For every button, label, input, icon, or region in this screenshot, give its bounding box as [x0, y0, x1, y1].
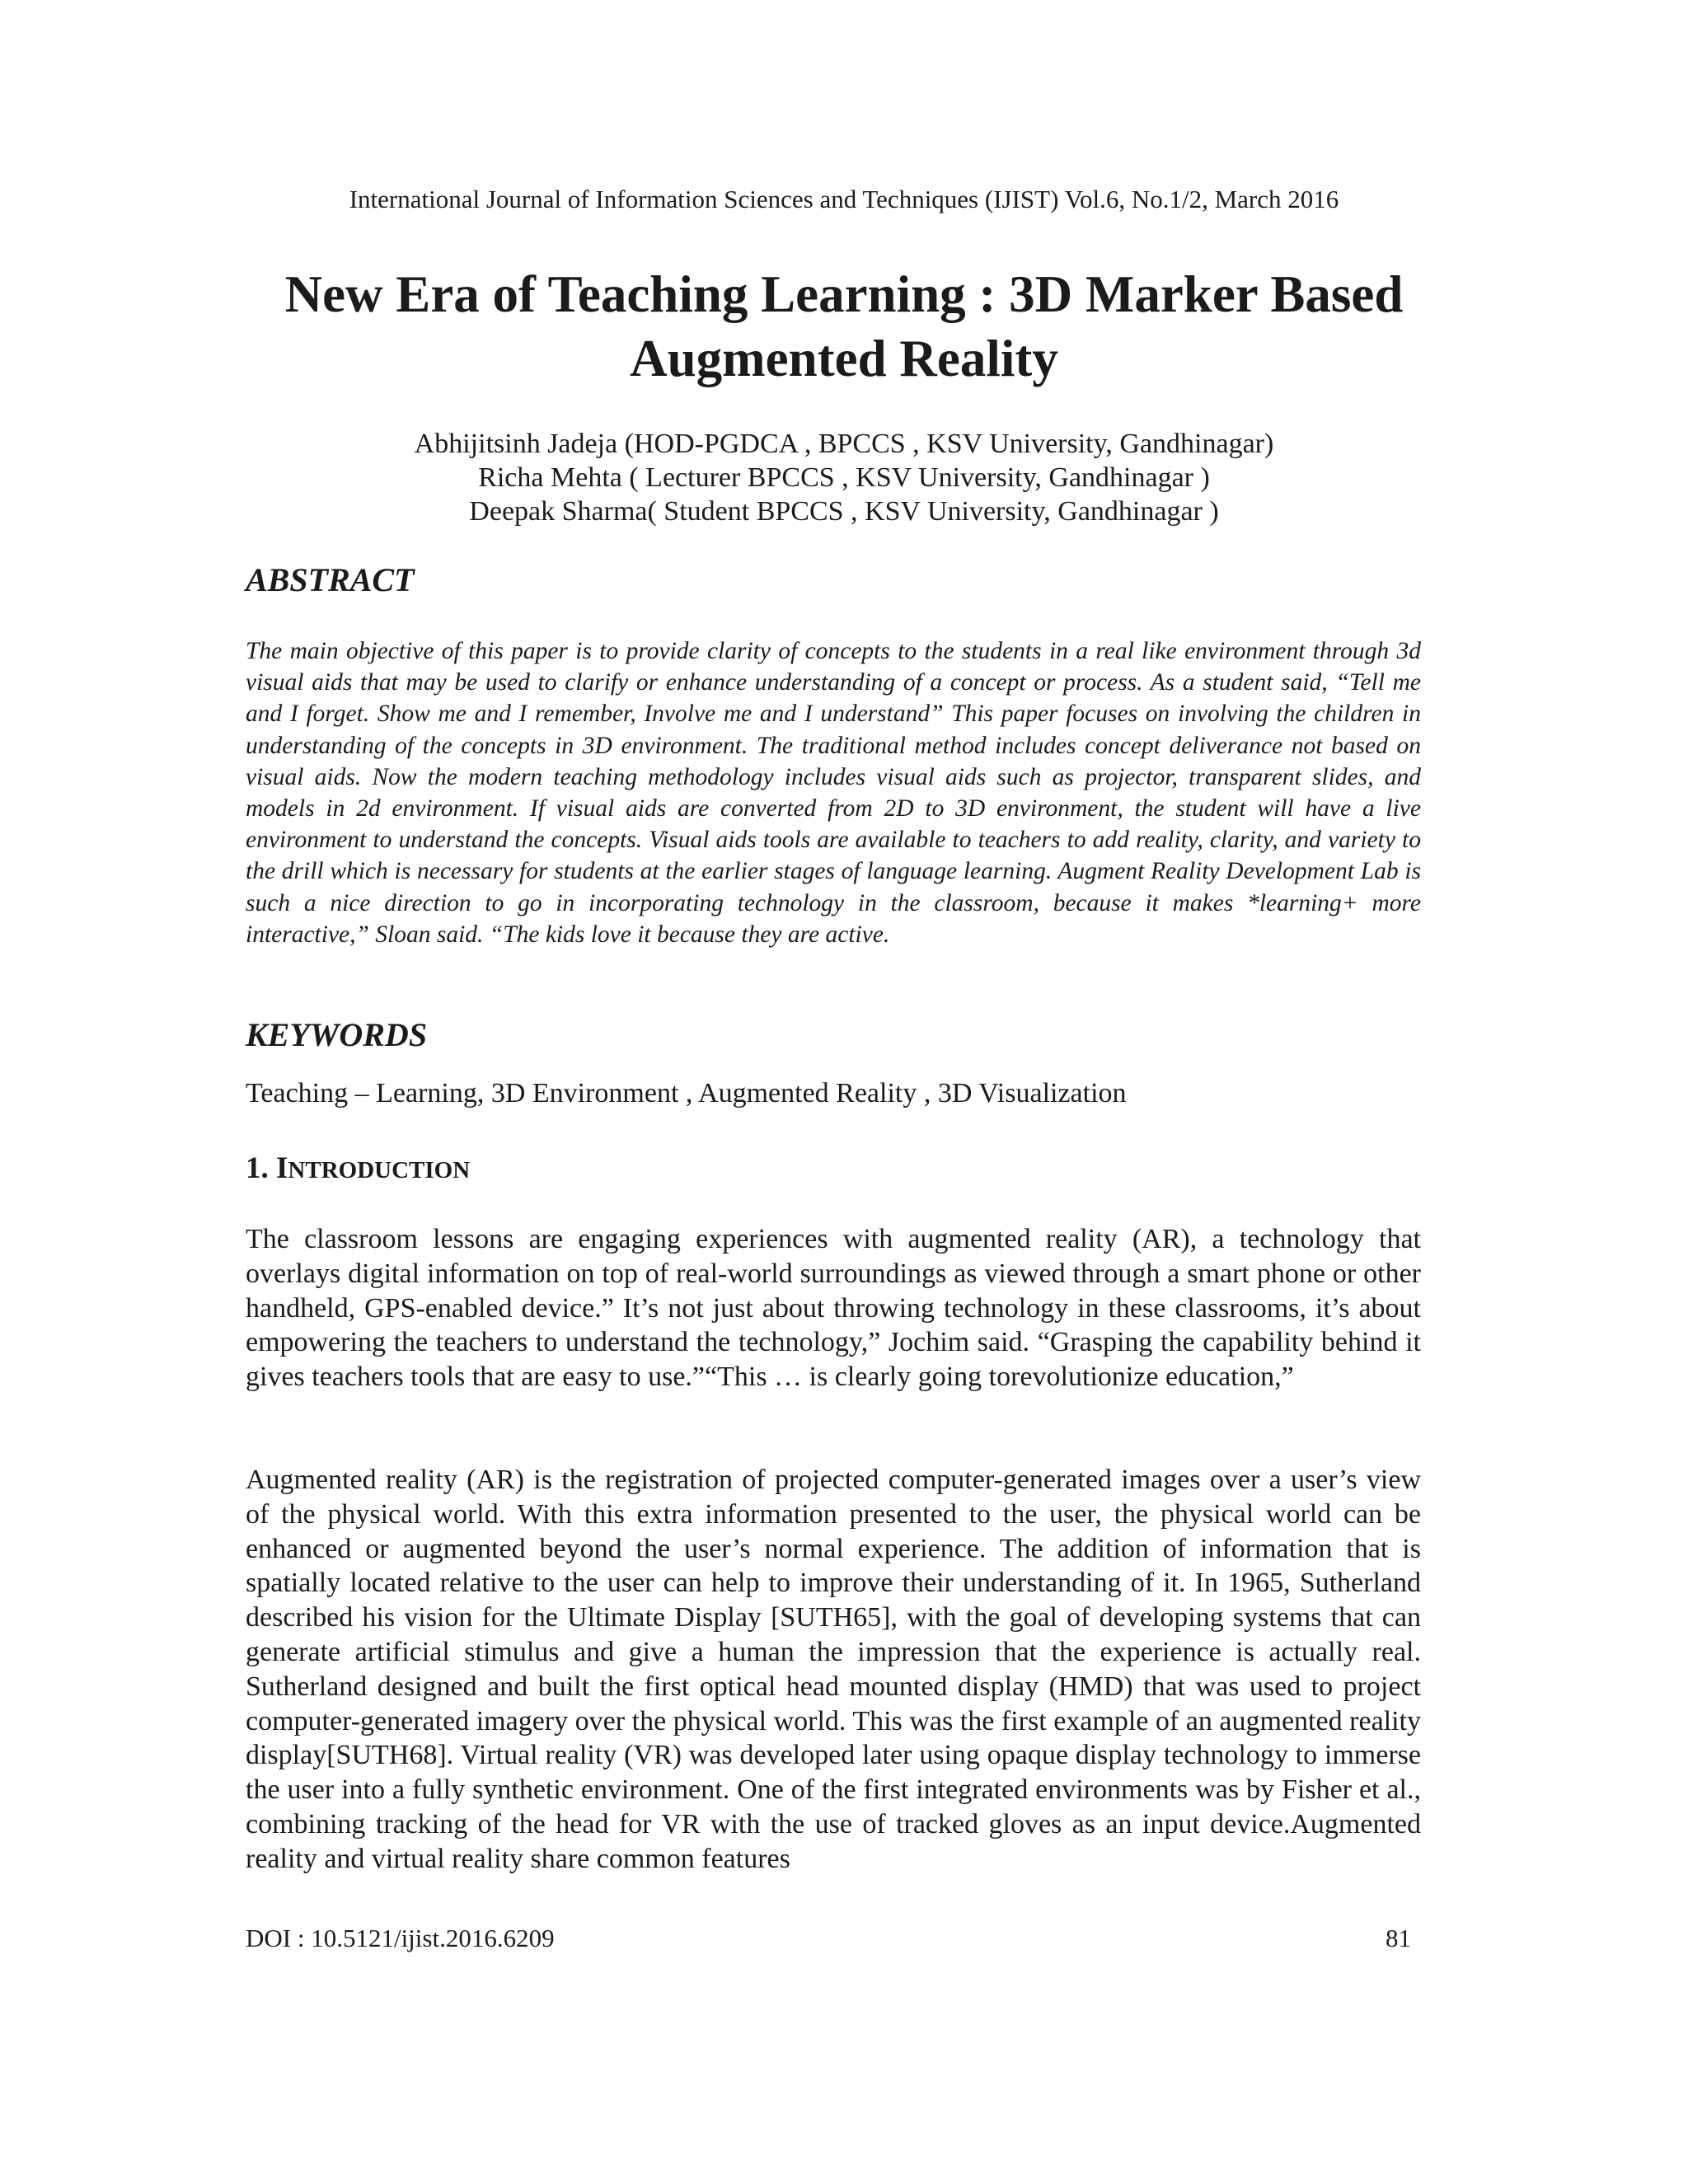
heading-initial: I: [276, 1151, 288, 1185]
author-line: Richa Mehta ( Lecturer BPCCS , KSV University, Gandhinagar ): [478, 462, 1210, 493]
heading-rest: NTRODUCTION: [288, 1157, 471, 1183]
author-line: Abhijitsinh Jadeja (HOD-PGDCA , BPCCS , KSV University, Gandhinagar): [414, 429, 1274, 459]
keywords-heading: KEYWORDS: [246, 1016, 428, 1053]
introduction-heading: [246, 1150, 470, 1189]
author-list: [0, 427, 1688, 528]
abstract-heading: ABSTRACT: [246, 561, 415, 598]
footer-doi: DOI : 10.5121/ijist.2016.6209: [246, 1924, 555, 1952]
section-number: 1.: [246, 1151, 269, 1185]
page-number: 81: [1386, 1924, 1411, 1952]
author-line: Deepak Sharma( Student BPCCS , KSV University, Gandhinagar ): [469, 496, 1219, 527]
intro-paragraph: The classroom lessons are engaging experiences with augmented reality (AR), a technology that overlays digital information on top of real-world surroundings as viewed through a smart phone or other handheld, GPS-enabled device.” It’s not just about throwing technology in these classrooms, it’s about empowering the teachers to understand the technology,” Jochim said. “Grasping the capability behind it gives teachers tools that are easy to use.”“This … is clearly going torevolutionize education,”: [246, 1224, 1421, 1393]
keywords-text: Teaching – Learning, 3D Environment , Augmented Reality , 3D Visualization: [246, 1078, 1127, 1108]
intro-paragraph: Augmented reality (AR) is the registration of projected computer-generated images over a user’s view of the physical world. With this extra information presented to the user, the physical world can be enhanced or augmented beyond the user’s normal experience. The addition of information that is spatially located relative to the user can help to improve their understanding of it. In 1965, Sutherland described his vision for the Ultimate Display [SUTH65], with the goal of developing systems that can generate artificial stimulus and give a human the impression that the experience is actually real. Sutherland designed and built the first optical head mounted display (HMD) that was used to project computer-generated imagery over the physical world. This was the first example of an augmented reality display[SUTH68]. Virtual reality (VR) was developed later using opaque display technology to immerse the user into a fully synthetic environment. One of the first integrated environments was by Fisher et al., combining tracking of the head for VR with the use of tracked gloves as an input device.Augmented reality and virtual reality share common features: [246, 1465, 1421, 1874]
running-header: International Journal of Information Sciences and Techniques (IJIST) Vol.6, No.1/2, March 2016: [349, 185, 1339, 213]
abstract-text: The main objective of this paper is to provide clarity of concepts to the students in a real like environment through 3d visual aids that may be used to clarify or enhance understanding of a concept or process. As a student said, “Tell me and I forget. Show me and I remember, Involve me and I understand” This paper focuses on involving the children in understanding of the concepts in 3D environment. The traditional method includes concept deliverance not based on visual aids. Now the modern teaching methodology includes visual aids such as projector, transparent slides, and models in 2d environment. If visual aids are converted from 2D to 3D environment, the student will have a live environment to understand the concepts. Visual aids tools are available to teachers to add reality, clarity, and variety to the drill which is necessary for students at the earlier stages of language learning. Augment Reality Development Lab is such a nice direction to go in incorporating technology in the classroom, because it makes *learning+ more interactive,” Sloan said. “The kids love it because they are active.: [246, 638, 1421, 948]
paper-title: New Era of Teaching Learning : 3D Marker Based Augmented Reality: [284, 265, 1404, 387]
